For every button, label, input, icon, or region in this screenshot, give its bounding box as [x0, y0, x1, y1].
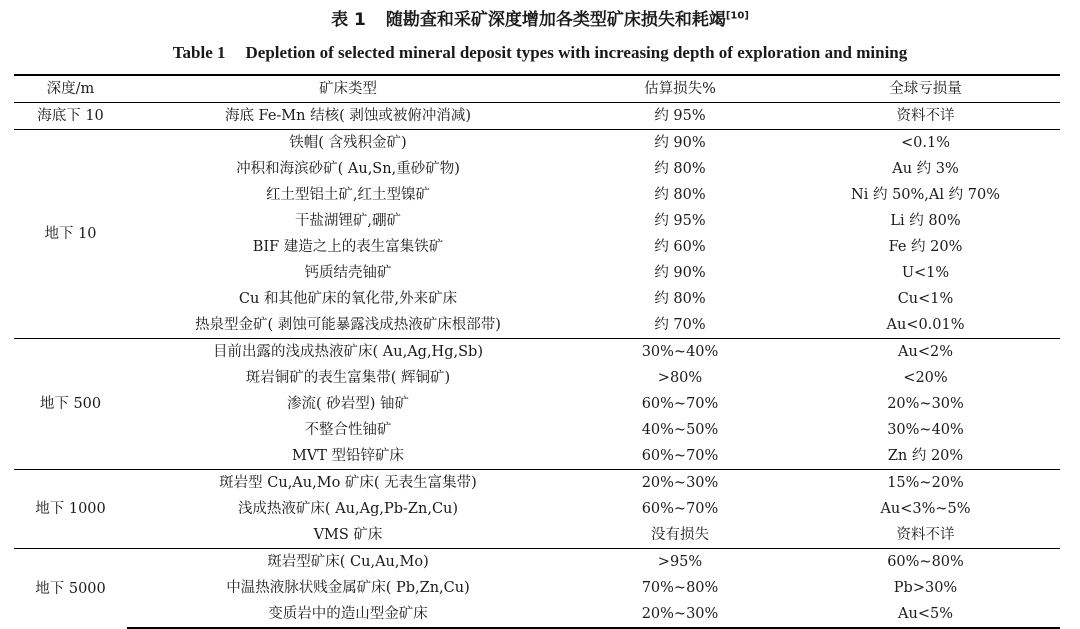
estimated-loss-cell: 20%~30% — [569, 601, 791, 628]
table-row — [14, 365, 1060, 391]
deposit-type-cell: 不整合性铀矿 — [304, 422, 392, 438]
global-depletion-cell: Au<3%~5% — [880, 501, 971, 517]
estimated-loss-cell: 约 80% — [654, 161, 706, 177]
global-depletion-cell: Fe 约 20% — [888, 239, 963, 255]
table-row — [14, 312, 1060, 339]
estimated-loss-cell: 约 90% — [654, 265, 706, 281]
depth-group — [14, 103, 1060, 130]
table-row — [14, 496, 1060, 522]
global-depletion-cell: 20%~30% — [887, 396, 964, 412]
depth-cell: 地下 1000 — [14, 470, 127, 549]
estimated-loss-cell: 约 95% — [654, 213, 706, 229]
table-row — [14, 156, 1060, 182]
deposit-type-cell: 斑岩铜矿的表生富集带( 辉铜矿) — [245, 370, 451, 386]
table-title-zh — [0, 6, 1080, 34]
table-row — [14, 522, 1060, 549]
table-row — [14, 417, 1060, 443]
depth-cell: 地下 10 — [14, 130, 127, 339]
table-row — [14, 234, 1060, 260]
deposit-type-cell: 斑岩型 Cu,Au,Mo 矿床( 无表生富集带) — [127, 470, 569, 497]
table-row — [14, 208, 1060, 234]
global-depletion-cell: <20% — [903, 370, 948, 386]
estimated-loss-cell: 30%~40% — [569, 339, 791, 366]
global-depletion-cell: Li 约 80% — [890, 213, 961, 229]
global-depletion-cell: 15%~20% — [791, 470, 1060, 497]
estimated-loss-cell: 约 80% — [654, 187, 706, 203]
estimated-loss-cell: >95% — [569, 549, 791, 576]
table-row — [14, 443, 1060, 470]
table-title-en — [0, 40, 1080, 66]
global-depletion-cell: 60%~80% — [791, 549, 1060, 576]
table-row — [14, 103, 1060, 130]
table-row — [14, 130, 1060, 157]
global-depletion-cell: Zn 约 20% — [887, 448, 964, 464]
deposit-type-cell: 斑岩型矿床( Cu,Au,Mo) — [127, 549, 569, 576]
deposit-type-cell: 目前出露的浅成热液矿床( Au,Ag,Hg,Sb) — [127, 339, 569, 366]
global-depletion-cell: Pb>30% — [893, 580, 958, 596]
global-depletion-cell: <0.1% — [791, 130, 1060, 157]
global-depletion-cell: Au<2% — [791, 339, 1060, 366]
deposit-type-cell: 红土型铝土矿,红土型镍矿 — [265, 187, 431, 203]
global-depletion-cell: Cu<1% — [897, 291, 954, 307]
estimated-loss-cell: 70%~80% — [641, 580, 719, 596]
estimated-loss-cell: 约 90% — [569, 130, 791, 157]
header-global-depletion: 全球亏损量 — [791, 75, 1060, 103]
deposit-type-cell: MVT 型铅锌矿床 — [291, 448, 405, 464]
global-depletion-cell: Au<5% — [791, 601, 1060, 628]
depth-group — [14, 470, 1060, 549]
table-row — [14, 391, 1060, 417]
estimated-loss-cell: 60%~70% — [641, 448, 719, 464]
deposit-type-cell: 铁帽( 含残积金矿) — [127, 130, 569, 157]
table-caption-en: Depletion of selected mineral deposit types with increasing depth of exploration and mining — [245, 43, 908, 62]
header-estimated-loss: 估算损失% — [569, 75, 791, 103]
global-depletion-cell: Ni 约 50%,Al 约 70% — [851, 187, 1000, 203]
global-depletion-cell: Au 约 3% — [892, 161, 959, 177]
table-label-zh: 表 1 — [331, 10, 366, 30]
deposit-type-cell: 热泉型金矿( 剥蚀可能暴露浅成热液矿床根部带) — [195, 317, 501, 333]
reference-marker: [10] — [725, 10, 749, 22]
estimated-loss-cell: 约 80% — [654, 291, 706, 307]
estimated-loss-cell: >80% — [657, 370, 703, 386]
estimated-loss-cell: 约 60% — [654, 239, 706, 255]
header-depth: 深度/m — [14, 75, 127, 103]
deposit-type-cell: 浅成热液矿床( Au,Ag,Pb-Zn,Cu) — [237, 501, 459, 517]
estimated-loss-cell: 20%~30% — [569, 470, 791, 497]
deposit-type-cell: 钙质结壳铀矿 — [304, 265, 392, 281]
estimated-loss-cell: 约 70% — [654, 317, 706, 333]
global-depletion-cell: 资料不详 — [791, 103, 1060, 130]
header-row — [14, 75, 1060, 103]
table-row — [14, 286, 1060, 312]
table-caption-zh: 随勘查和采矿深度增加各类型矿床损失和耗竭 — [385, 10, 726, 30]
depletion-table — [14, 74, 1060, 629]
table-row — [14, 549, 1060, 576]
estimated-loss-cell: 没有损失 — [651, 527, 709, 543]
deposit-type-cell: 渗流( 砂岩型) 铀矿 — [286, 396, 410, 412]
deposit-type-cell: Cu 和其他矿床的氧化带,外来矿床 — [238, 291, 458, 307]
depth-group — [14, 549, 1060, 629]
depth-cell: 地下 500 — [14, 339, 127, 470]
table-row — [14, 182, 1060, 208]
table-row — [14, 470, 1060, 497]
table-row — [14, 575, 1060, 601]
global-depletion-cell: 资料不详 — [896, 527, 955, 543]
depth-cell: 海底下 10 — [14, 103, 127, 130]
table-row — [14, 339, 1060, 366]
table-row — [14, 260, 1060, 286]
table-header — [14, 75, 1060, 103]
deposit-type-cell: 冲积和海滨砂矿( Au,Sn,重砂矿物) — [236, 161, 460, 177]
deposit-type-cell: 海底 Fe-Mn 结核( 剥蚀或被俯冲消减) — [127, 103, 569, 130]
deposit-type-cell: BIF 建造之上的表生富集铁矿 — [252, 239, 444, 255]
depth-group — [14, 130, 1060, 339]
estimated-loss-cell: 60%~70% — [641, 396, 719, 412]
estimated-loss-cell: 60%~70% — [641, 501, 719, 517]
header-deposit-type: 矿床类型 — [127, 75, 569, 103]
estimated-loss-cell: 约 95% — [569, 103, 791, 130]
depth-cell: 地下 5000 — [14, 549, 127, 629]
deposit-type-cell: 变质岩中的造山型金矿床 — [127, 601, 569, 628]
table-label-en: Table 1 — [172, 43, 226, 62]
global-depletion-cell: Au<0.01% — [886, 317, 965, 333]
deposit-type-cell: 中温热液脉状贱金属矿床( Pb,Zn,Cu) — [226, 580, 470, 596]
deposit-type-cell: VMS 矿床 — [313, 527, 383, 543]
global-depletion-cell: U<1% — [901, 265, 950, 281]
deposit-type-cell: 干盐湖锂矿,硼矿 — [294, 213, 402, 229]
estimated-loss-cell: 40%~50% — [641, 422, 719, 438]
depth-group — [14, 339, 1060, 470]
global-depletion-cell: 30%~40% — [887, 422, 964, 438]
